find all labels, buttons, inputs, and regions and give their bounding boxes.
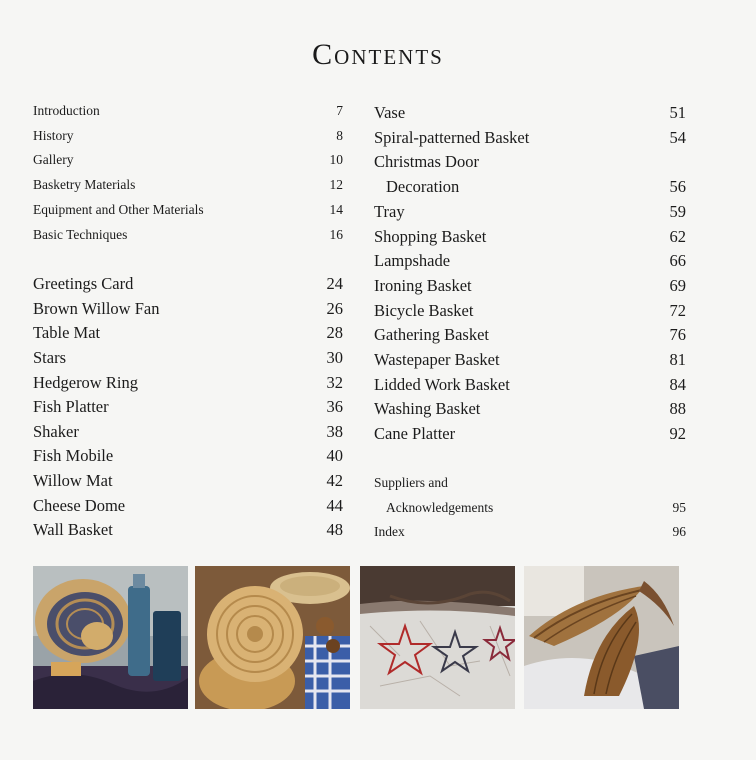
toc-entry-page: 56 <box>669 177 686 196</box>
toc-entry-title: Index <box>374 524 405 539</box>
toc-entry-page: 7 <box>336 103 343 118</box>
toc-entry-title: History <box>33 128 74 143</box>
toc-entry-page: 92 <box>669 424 686 443</box>
toc-entry-page: 36 <box>326 397 343 416</box>
toc-entry-title: Vase <box>374 103 406 122</box>
woven-mats-photo <box>195 566 350 709</box>
toc-entry-title: Brown Willow Fan <box>33 299 160 318</box>
page-title: Contents <box>312 38 444 71</box>
toc-entry-page: 95 <box>672 500 686 515</box>
toc-entry-title: Fish Platter <box>33 397 109 416</box>
toc-entry-page: 96 <box>672 524 686 539</box>
fish-baskets-photo <box>524 566 679 709</box>
toc-entry-title: Lampshade <box>374 251 451 270</box>
toc-entry-title: Suppliers and <box>374 475 448 490</box>
toc-entry-page: 32 <box>326 373 343 392</box>
toc-entry-page: 88 <box>669 399 686 418</box>
toc-entry-page: 69 <box>669 276 686 295</box>
toc-entry-page: 44 <box>326 496 343 515</box>
toc-entry-page: 30 <box>326 348 343 367</box>
toc-entry-title: Christmas Door <box>374 152 479 171</box>
toc-entry-page: 8 <box>336 128 343 143</box>
toc-entry-title: Equipment and Other Materials <box>33 202 204 217</box>
toc-entry-page: 84 <box>669 375 686 394</box>
toc-entry-title: Tray <box>374 202 405 221</box>
toc-entry-title: Table Mat <box>33 323 101 342</box>
toc-entry-page: 62 <box>669 227 686 246</box>
toc-entry-page: 42 <box>326 471 343 490</box>
toc-entry-title: Basic Techniques <box>33 227 128 242</box>
toc-entry-title: Cheese Dome <box>33 496 126 515</box>
toc-entry-title: Lidded Work Basket <box>374 375 510 394</box>
toc-entry-title: Acknowledgements <box>386 500 494 515</box>
toc-entry-title: Bicycle Basket <box>374 301 474 320</box>
toc-entry-page: 76 <box>669 325 686 344</box>
toc-entry-page: 26 <box>326 299 343 318</box>
toc-entry-page: 28 <box>326 323 343 342</box>
toc-entry-title: Decoration <box>386 177 460 196</box>
toc-entry-page: 14 <box>329 202 343 217</box>
toc-entry-page: 51 <box>669 103 686 122</box>
toc-entry-page: 72 <box>669 301 686 320</box>
toc-entry-title: Spiral-patterned Basket <box>374 128 530 147</box>
toc-entry-title: Shopping Basket <box>374 227 487 246</box>
toc-entry-page: 54 <box>669 128 686 147</box>
toc-entry-page: 38 <box>326 422 343 441</box>
toc-entry-page: 66 <box>669 251 686 270</box>
toc-entry-title: Shaker <box>33 422 79 441</box>
toc-entry-title: Ironing Basket <box>374 276 472 295</box>
stars-photo <box>360 566 515 709</box>
toc-entry-page: 40 <box>326 446 343 465</box>
toc-entry-title: Willow Mat <box>33 471 113 490</box>
toc-entry-title: Wall Basket <box>33 520 113 539</box>
toc-entry-page: 16 <box>329 227 343 242</box>
willow-bowl-photo <box>33 566 188 709</box>
contents-right-column <box>374 0 686 560</box>
toc-entry-title: Gallery <box>33 152 74 167</box>
toc-entry-page: 59 <box>669 202 686 221</box>
toc-entry-page: 10 <box>329 152 343 167</box>
contents-left-column <box>33 0 343 560</box>
toc-entry-title: Stars <box>33 348 66 367</box>
toc-entry-title: Fish Mobile <box>33 446 114 465</box>
toc-entry-title: Wastepaper Basket <box>374 350 500 369</box>
toc-entry-title: Introduction <box>33 103 100 118</box>
toc-entry-page: 81 <box>669 350 686 369</box>
toc-entry-page: 48 <box>326 520 343 539</box>
toc-entry-title: Basketry Materials <box>33 177 136 192</box>
toc-entry-title: Greetings Card <box>33 274 134 293</box>
toc-entry-title: Gathering Basket <box>374 325 490 344</box>
toc-entry-title: Hedgerow Ring <box>33 373 138 392</box>
toc-entry-page: 24 <box>326 274 343 293</box>
toc-entry-page: 12 <box>329 177 343 192</box>
toc-entry-title: Cane Platter <box>374 424 456 443</box>
toc-entry-title: Washing Basket <box>374 399 481 418</box>
